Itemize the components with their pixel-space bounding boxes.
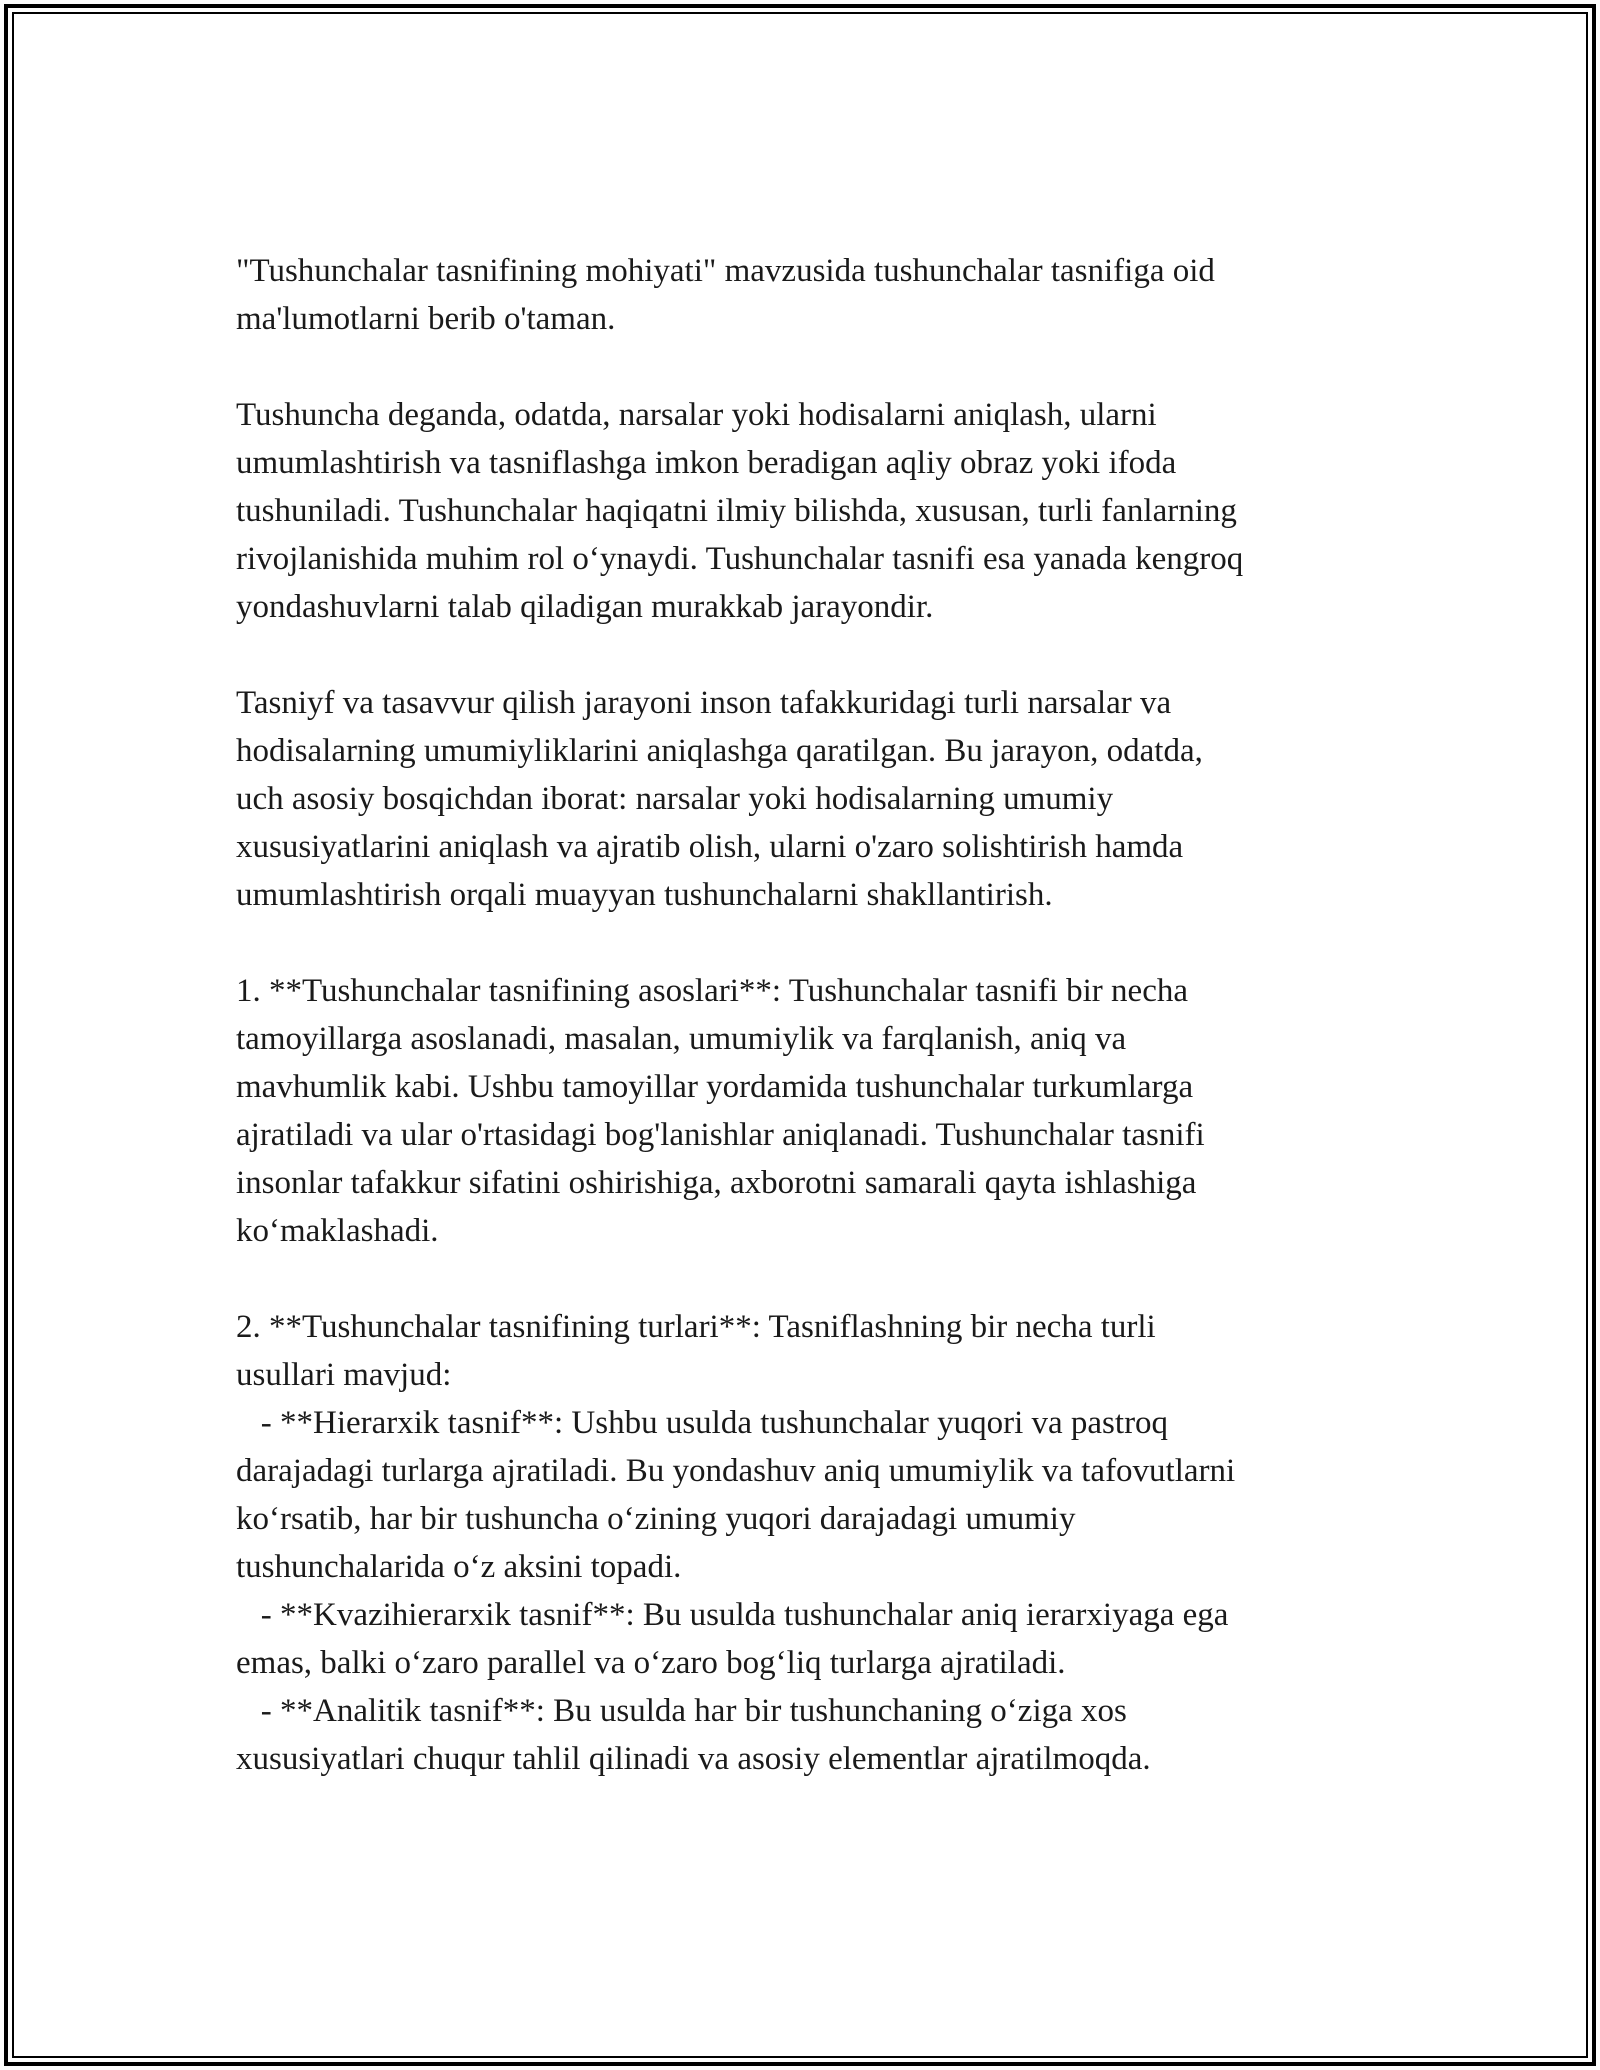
text-line: hodisalarning umumiyliklarini aniqlashga qaratilgan. Bu jarayon, odatda, [236, 733, 1203, 769]
text-line: tamoyillarga asoslanadi, masalan, umumiylik va farqlanish, aniq va [236, 1021, 1127, 1057]
text-line: xususiyatlari chuqur tahlil qilinadi va asosiy elementlar ajratilmoqda. [236, 1741, 1151, 1777]
text-line: ajratiladi va ular o'rtasidagi bog'lanishlar aniqlanadi. Tushunchalar tasnifi [236, 1117, 1205, 1153]
section-types [236, 1303, 1366, 1783]
text-line: umumlashtirish va tasniflashga imkon beradigan aqliy obraz yoki ifoda [236, 445, 1177, 481]
process-paragraph [236, 679, 1366, 919]
text-line: Tasniyf va tasavvur qilish jarayoni inson tafakkuridagi turli narsalar va [236, 685, 1172, 721]
text-line: tushuniladi. Tushunchalar haqiqatni ilmiy bilishda, xususan, turli fanlarning [236, 493, 1237, 529]
text-line: xususiyatlarini aniqlash va ajratib olish, ularni o'zaro solishtirish hamda [236, 829, 1184, 865]
text-line: ma'lumotlarni berib o'taman. [236, 301, 616, 337]
text-line: darajadagi turlarga ajratiladi. Bu yondashuv aniq umumiylik va tafovutlarni [236, 1453, 1236, 1489]
text-line: rivojlanishida muhim rol o‘ynaydi. Tushunchalar tasnifi esa yanada kengroq [236, 541, 1244, 577]
text-line: uch asosiy bosqichdan iborat: narsalar yoki hodisalarning umumiy [236, 781, 1114, 817]
text-line: emas, balki o‘zaro parallel va o‘zaro bog‘liq turlarga ajratiladi. [236, 1645, 1066, 1681]
text-line: umumlashtirish orqali muayyan tushunchalarni shakllantirish. [236, 877, 1053, 913]
text-line: 1. **Tushunchalar tasnifining asoslari**: Tushunchalar tasnifi bir necha [236, 973, 1188, 1009]
text-line: Tushuncha deganda, odatda, narsalar yoki hodisalarni aniqlash, ularni [236, 397, 1157, 433]
list-item: - **Analitik tasnif**: Bu usulda har bir tushunchaning o‘ziga xos [236, 1693, 1127, 1729]
text-line: insonlar tafakkur sifatini oshirishiga, axborotni samarali qayta ishlashiga [236, 1165, 1197, 1201]
list-item: - **Kvazihierarxik tasnif**: Bu usulda tushunchalar aniq ierarxiyaga ega [236, 1597, 1229, 1633]
text-line: tushunchalarida o‘z aksini topadi. [236, 1549, 682, 1585]
text-line: ko‘rsatib, har bir tushuncha o‘zining yuqori darajadagi umumiy [236, 1501, 1076, 1537]
intro-paragraph [236, 247, 1366, 343]
section-foundations [236, 967, 1366, 1255]
definition-paragraph [236, 391, 1366, 631]
document-body [236, 247, 1366, 1831]
text-line: usullari mavjud: [236, 1357, 452, 1393]
text-line: mavhumlik kabi. Ushbu tamoyillar yordamida tushunchalar turkumlarga [236, 1069, 1194, 1105]
list-item: - **Hierarxik tasnif**: Ushbu usulda tushunchalar yuqori va pastroq [236, 1405, 1169, 1441]
text-line: 2. **Tushunchalar tasnifining turlari**: Tasniflashning bir necha turli [236, 1309, 1156, 1345]
text-line: "Tushunchalar tasnifining mohiyati" mavzusida tushunchalar tasnifiga oid [236, 253, 1215, 289]
text-line: ko‘maklashadi. [236, 1213, 439, 1249]
text-line: yondashuvlarni talab qiladigan murakkab jarayondir. [236, 589, 934, 625]
